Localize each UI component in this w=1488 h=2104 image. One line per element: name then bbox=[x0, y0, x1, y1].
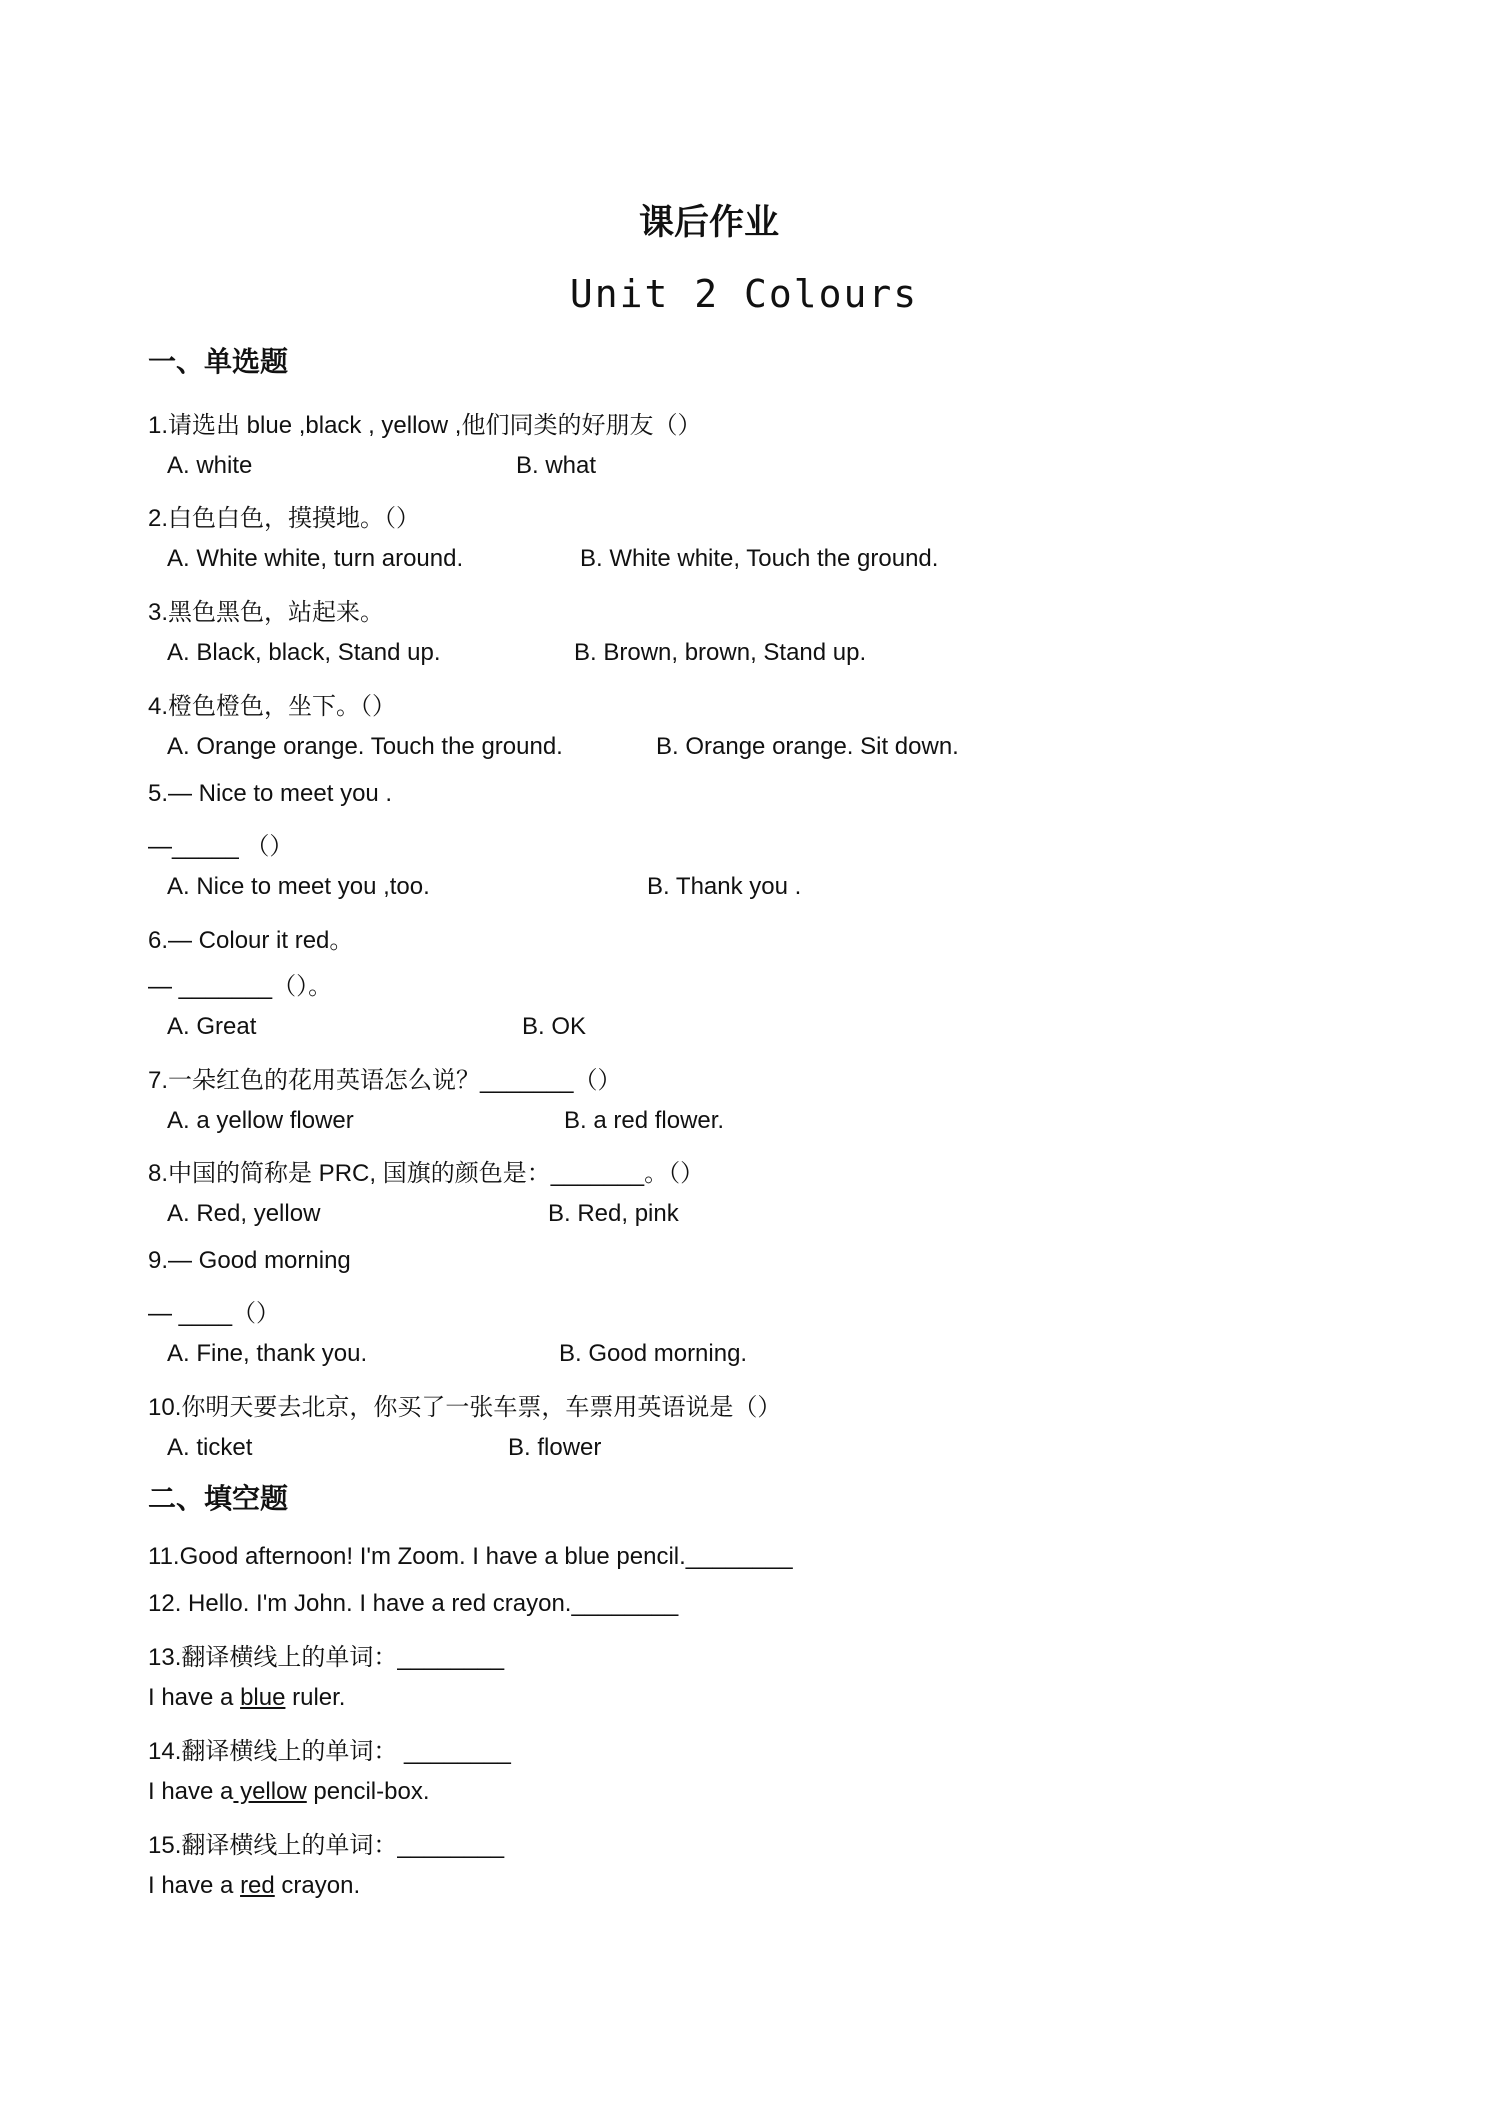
q3-option-a: A. Black, black, Stand up. bbox=[167, 639, 441, 666]
q5-option-b: B. Thank you . bbox=[647, 873, 802, 900]
fill-question-12: 12. Hello. I'm John. I have a red crayon.________ bbox=[148, 1590, 679, 1617]
q9-option-a: A. Fine, thank you. bbox=[167, 1340, 368, 1367]
fill-sentence-14 bbox=[148, 1778, 430, 1806]
sentence-text: crayon. bbox=[274, 1872, 361, 1899]
q9-option-b: B. Good morning. bbox=[559, 1340, 748, 1367]
q2-option-b: B. White white, Touch the ground. bbox=[580, 545, 939, 572]
fill-question-14: 14.翻译横线上的单词： ________ bbox=[148, 1738, 511, 1765]
question-10: 10.你明天要去北京，你买了一张车票，车票用英语说是（） bbox=[148, 1394, 782, 1421]
fill-question-15: 15.翻译横线上的单词：________ bbox=[148, 1832, 505, 1859]
question-6-reply: — _______（）。 bbox=[148, 973, 333, 1000]
q1-option-a: A. white bbox=[167, 452, 253, 479]
fill-question-11: 11.Good afternoon! I'm Zoom. I have a blue pencil.________ bbox=[148, 1543, 793, 1570]
q7-option-a: A. a yellow flower bbox=[167, 1107, 354, 1134]
page-title: 课后作业 bbox=[638, 203, 779, 243]
sentence-text: I have a bbox=[148, 1778, 234, 1805]
question-5-reply: —_____ （） bbox=[148, 833, 294, 860]
q8-option-a: A. Red, yellow bbox=[167, 1200, 321, 1227]
q1-option-b: B. what bbox=[516, 452, 597, 479]
fill-sentence-15 bbox=[148, 1872, 360, 1900]
question-8: 8.中国的简称是 PRC, 国旗的颜色是：_______。（） bbox=[148, 1160, 705, 1187]
unit-title: Unit 2 Colours bbox=[569, 272, 919, 316]
sentence-text: I have a bbox=[148, 1684, 241, 1711]
sentence-text: I have a bbox=[148, 1872, 241, 1899]
question-4: 4.橙色橙色，坐下。（） bbox=[148, 693, 397, 720]
underlined-word: blue bbox=[240, 1684, 286, 1711]
question-1: 1.请选出 blue ,black , yellow ,他们同类的好朋友（） bbox=[148, 412, 702, 439]
sentence-text: pencil-box. bbox=[306, 1778, 430, 1805]
q6-option-a: A. Great bbox=[167, 1013, 257, 1040]
q2-option-a: A. White white, turn around. bbox=[167, 545, 464, 572]
question-6: 6.— Colour it red。 bbox=[148, 927, 354, 954]
q8-option-b: B. Red, pink bbox=[548, 1200, 679, 1227]
question-2: 2.白色白色，摸摸地。（） bbox=[148, 505, 421, 532]
question-9: 9.— Good morning bbox=[148, 1247, 351, 1274]
question-7: 7.一朵红色的花用英语怎么说？_______（） bbox=[148, 1067, 622, 1094]
underlined-word: red bbox=[240, 1872, 275, 1899]
q10-option-b: B. flower bbox=[508, 1434, 602, 1461]
underlined-word: yellow bbox=[233, 1778, 307, 1805]
q7-option-b: B. a red flower. bbox=[564, 1107, 725, 1134]
sentence-text: ruler. bbox=[285, 1684, 346, 1711]
question-5: 5.— Nice to meet you . bbox=[148, 780, 393, 807]
question-3: 3.黑色黑色，站起来。 bbox=[148, 599, 385, 626]
q4-option-a: A. Orange orange. Touch the ground. bbox=[167, 733, 563, 760]
q10-option-a: A. ticket bbox=[167, 1434, 253, 1461]
section-heading-single-choice: 一、单选题 bbox=[148, 345, 289, 378]
q6-option-b: B. OK bbox=[522, 1013, 587, 1040]
question-9-reply: — ____（） bbox=[148, 1300, 281, 1327]
section-heading-fill-blank: 二、填空题 bbox=[148, 1482, 289, 1515]
q3-option-b: B. Brown, brown, Stand up. bbox=[574, 639, 867, 666]
q5-option-a: A. Nice to meet you ,too. bbox=[167, 873, 430, 900]
q4-option-b: B. Orange orange. Sit down. bbox=[656, 733, 959, 760]
fill-question-13: 13.翻译横线上的单词：________ bbox=[148, 1644, 505, 1671]
fill-sentence-13 bbox=[148, 1684, 345, 1712]
